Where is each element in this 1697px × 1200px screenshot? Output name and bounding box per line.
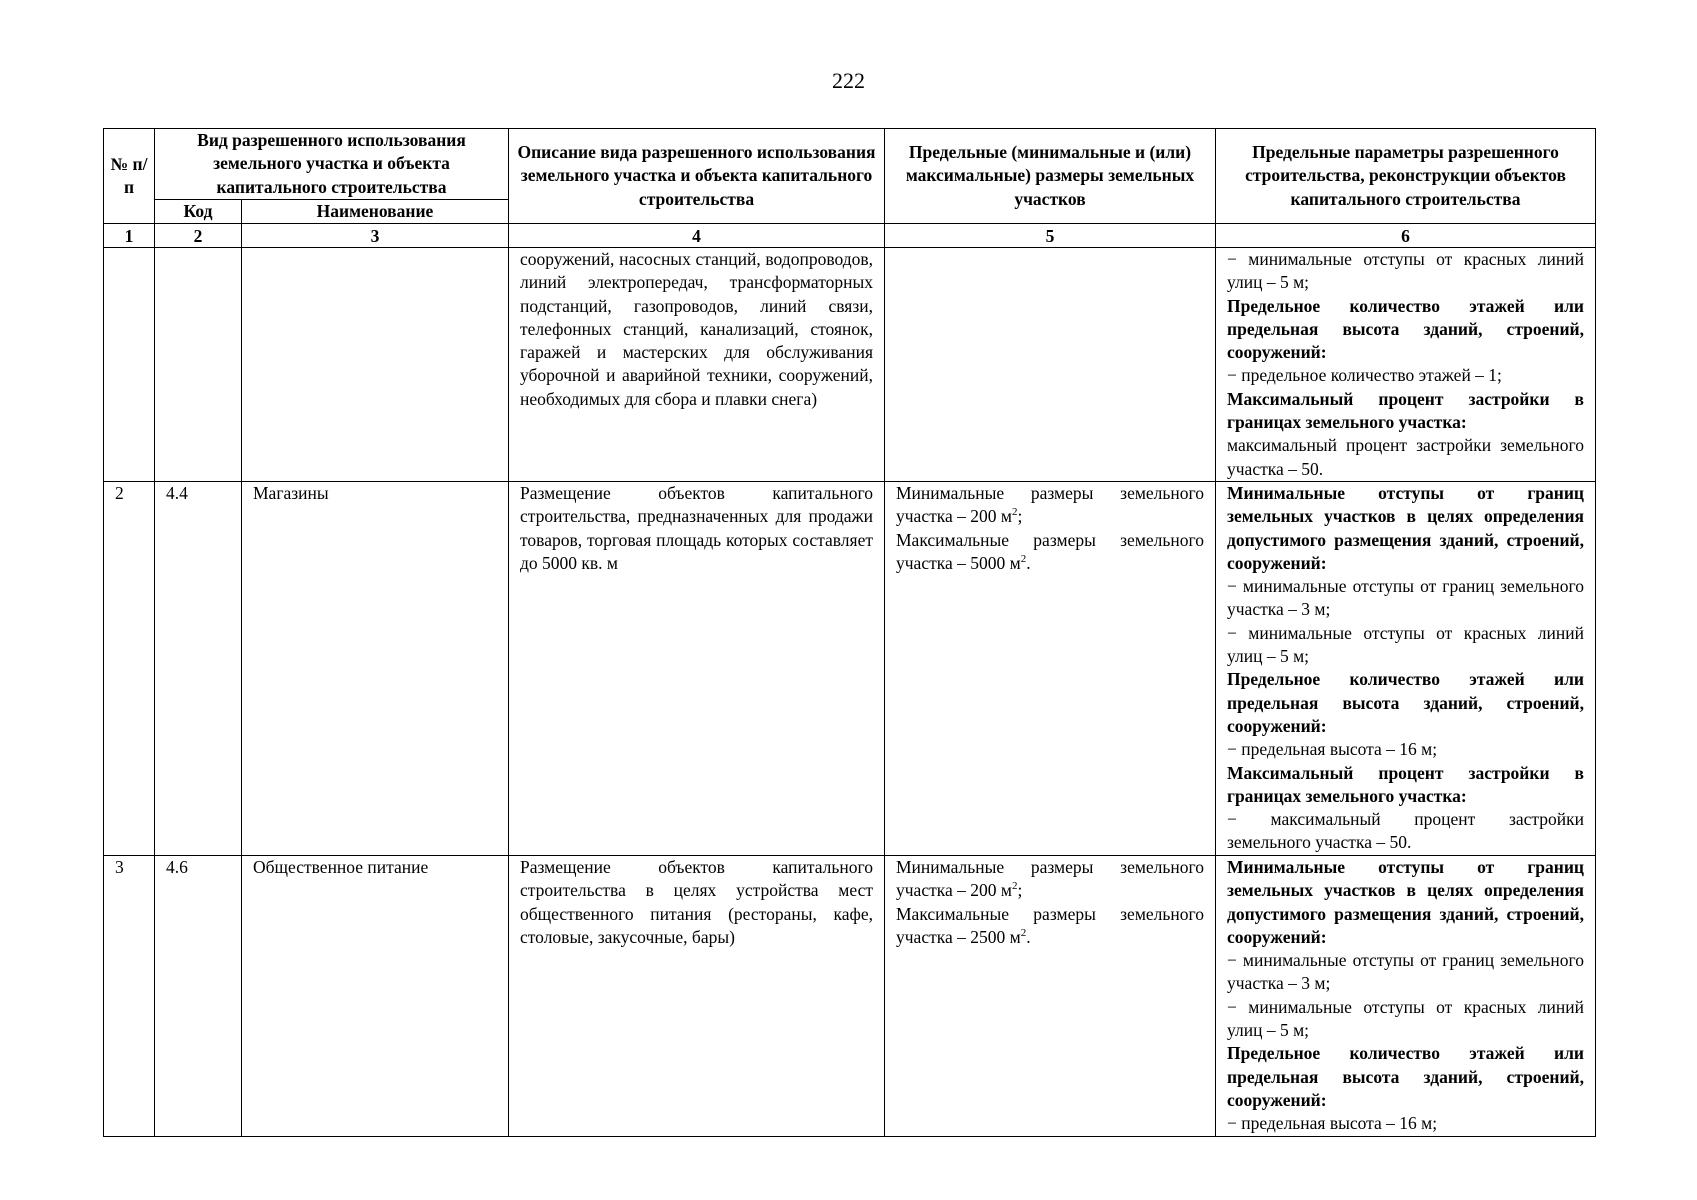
- param-item: − максимальный процент застройки земельного участка – 50.: [1227, 809, 1584, 853]
- param-heading: Предельное количество этажей или предельная высота зданий, строений, сооружений:: [1227, 1043, 1584, 1110]
- row-description: Размещение объектов капитального строительства, предназначенных для продажи товаров, торговая площадь которых составляет до 5000 кв. м: [509, 481, 885, 855]
- header-type-group: Вид разрешенного использования земельного участка и объекта капитального строительства: [155, 129, 509, 200]
- param-item: − предельная высота – 16 м;: [1227, 739, 1438, 760]
- header-params: Предельные параметры разрешенного строительства, реконструкции объектов капитального строительства: [1216, 129, 1596, 224]
- param-item: − минимальные отступы от красных линий улиц – 5 м;: [1227, 996, 1584, 1041]
- table-row: [104, 481, 1596, 855]
- size-min: [896, 482, 1204, 529]
- size-max-unit: 2: [1020, 553, 1027, 566]
- row-number: 2: [104, 481, 155, 855]
- column-number: 4: [509, 224, 885, 248]
- param-item: − минимальные отступы от красных линий улиц – 5 м;: [1227, 622, 1584, 667]
- row-name: [242, 248, 509, 482]
- size-max-text: Максимальные размеры земельного участка – 2500 м: [896, 903, 1204, 947]
- header-code: Код: [155, 200, 242, 224]
- row-number: 3: [104, 855, 155, 1136]
- header-description: Описание вида разрешенного использования земельного участка и объекта капитального строительства: [509, 129, 885, 224]
- column-number: 6: [1216, 224, 1596, 248]
- param-heading: Предельное количество этажей или предельная высота зданий, строений, сооружений:: [1227, 669, 1584, 736]
- size-max-text: Максимальные размеры земельного участка – 5000 м: [896, 529, 1204, 573]
- size-min: [896, 856, 1204, 903]
- size-max: [896, 529, 1204, 576]
- row-params: [1216, 855, 1596, 1136]
- header-num: № п/п: [104, 129, 155, 224]
- param-item: − предельная высота – 16 м;: [1227, 1113, 1438, 1134]
- page-number: 222: [832, 68, 865, 93]
- column-number: 1: [104, 224, 155, 248]
- param-heading: Максимальный процент застройки в границах земельного участка:: [1227, 388, 1584, 433]
- param-heading: Минимальные отступы от границ земельных участков в целях определения допустимого размещения зданий, строений, сооружений:: [1227, 482, 1584, 573]
- column-number: 5: [885, 224, 1216, 248]
- size-min-unit: 2: [1011, 506, 1018, 519]
- row-size: [885, 481, 1216, 855]
- table-row: [104, 248, 1596, 482]
- size-max-end: .: [1026, 926, 1031, 947]
- row-code: 4.6: [155, 855, 242, 1136]
- size-max-end: .: [1026, 552, 1031, 573]
- row-code: [155, 248, 242, 482]
- size-min-text: Минимальные размеры земельного участка – 200 м: [896, 856, 1204, 901]
- param-item: − предельное количество этажей – 1;: [1227, 365, 1502, 386]
- size-max: [896, 903, 1204, 950]
- param-item: − минимальные отступы от границ земельного участка – 3 м;: [1227, 950, 1584, 994]
- row-size: [885, 248, 1216, 482]
- row-name: Магазины: [242, 481, 509, 855]
- row-code: 4.4: [155, 481, 242, 855]
- table-row: [104, 855, 1596, 1136]
- size-min-end: ;: [1017, 506, 1023, 527]
- row-number: [104, 248, 155, 482]
- size-max-unit: 2: [1020, 927, 1027, 940]
- param-heading: Максимальный процент застройки в границах земельного участка:: [1227, 762, 1584, 806]
- row-description: Размещение объектов капитального строительства в целях устройства мест общественного питания (рестораны, кафе, столовые, закусочные, бары): [509, 855, 885, 1136]
- size-min-text: Минимальные размеры земельного участка – 200 м: [896, 482, 1204, 527]
- param-heading: Минимальные отступы от границ земельных участков в целях определения допустимого размещения зданий, строений, сооружений:: [1227, 856, 1584, 947]
- row-name: Общественное питание: [242, 855, 509, 1136]
- row-description: сооружений, насосных станций, водопроводов, линий электропередач, трансформаторных подстанций, газопроводов, линий связи, телефонных станций, канализаций, стоянок, гаражей и мастерских для обслуживания уборочной и аварийной техники, сооружений, необходимых для сбора и плавки снега): [509, 248, 885, 482]
- header-size: Предельные (минимальные и (или) максимальные) размеры земельных участков: [885, 129, 1216, 224]
- param-item: максимальный процент застройки земельного участка – 50.: [1227, 435, 1584, 479]
- column-number: 2: [155, 224, 242, 248]
- size-min-end: ;: [1017, 880, 1023, 901]
- land-use-table: [103, 128, 1596, 1137]
- header-name: Наименование: [242, 200, 509, 224]
- column-number: 3: [242, 224, 509, 248]
- param-item: − минимальные отступы от границ земельного участка – 3 м;: [1227, 576, 1584, 620]
- row-params: [1216, 248, 1596, 482]
- size-min-unit: 2: [1011, 880, 1018, 893]
- column-number-row: [104, 224, 1596, 248]
- row-size: [885, 855, 1216, 1136]
- param-heading: Предельное количество этажей или предельная высота зданий, строений, сооружений:: [1227, 295, 1584, 363]
- row-params: [1216, 481, 1596, 855]
- param-item: − минимальные отступы от красных линий улиц – 5 м;: [1227, 249, 1584, 293]
